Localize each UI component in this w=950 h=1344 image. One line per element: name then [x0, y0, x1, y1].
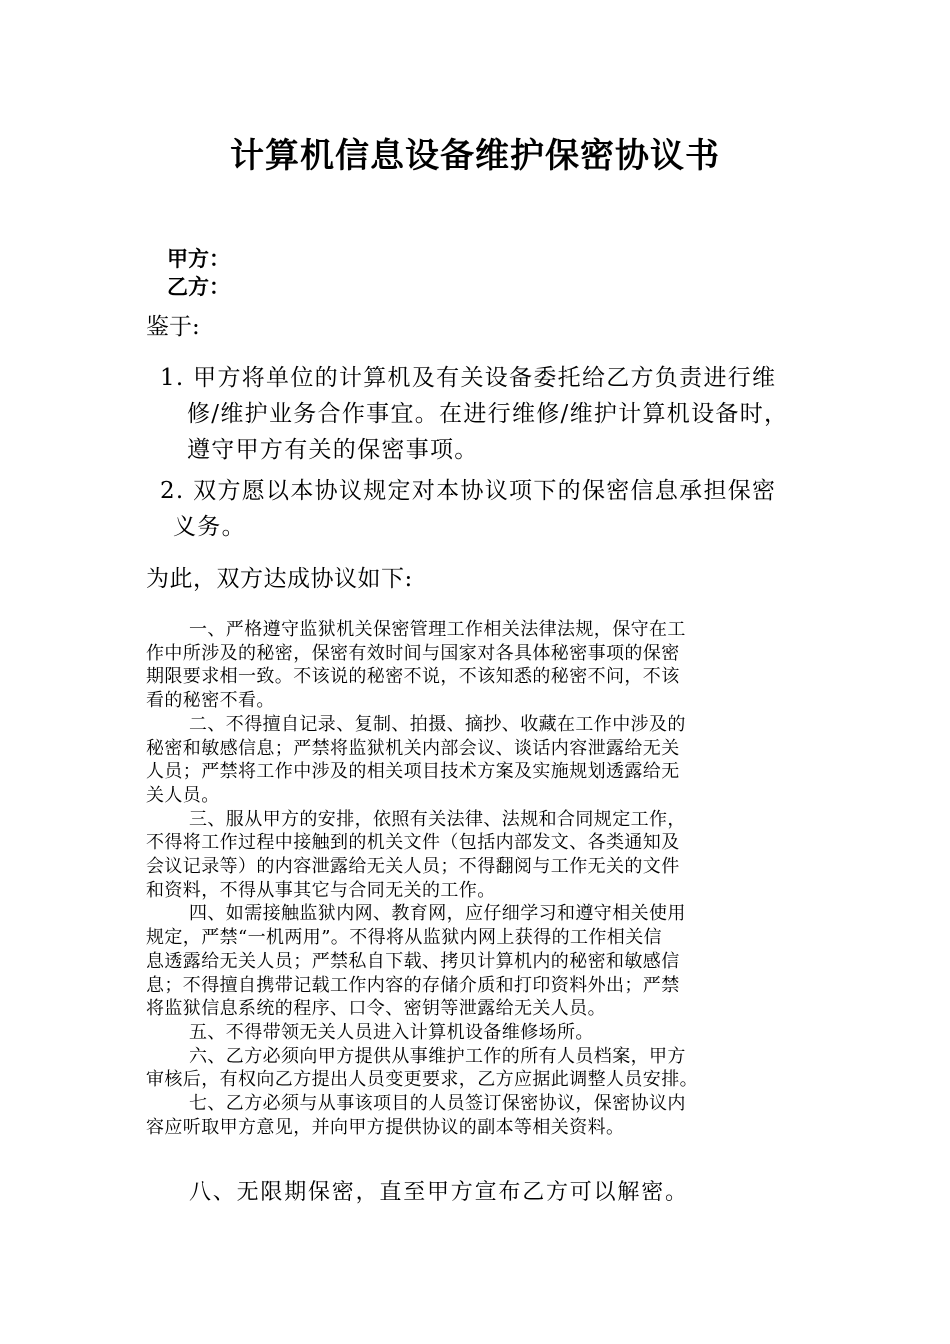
clause-line: 和资料，不得从事其它与合同无关的工作。 [146, 879, 496, 901]
clause-line: 一、严格遵守监狱机关保密管理工作相关法律法规，保守在工 [189, 619, 686, 640]
clause-2 [146, 713, 806, 808]
clause-line: 期限要求相一致。不该说的秘密不说，不该知悉的秘密不问，不该 [146, 666, 680, 688]
clause-5 [146, 1021, 806, 1045]
clause-line: 息透露给无关人员；严禁私自下载、拷贝计算机内的秘密和敏感信 [146, 950, 680, 972]
recital-item-1 [160, 360, 788, 468]
clause-line: 四、如需接触监狱内网、教育网，应仔细学习和遵守相关使用 [189, 903, 686, 925]
whereas-heading: 鉴于: [146, 314, 200, 340]
clause-6 [146, 1045, 806, 1092]
document-title: 计算机信息设备维护保密协议书 [230, 136, 720, 176]
clause-4 [146, 902, 806, 1021]
clause-line: 六、乙方必须向甲方提供从事维护工作的所有人员档案，甲方 [189, 1045, 686, 1067]
clause-line: 规定，严禁“一机两用”。不得将从监狱内网上获得的工作相关信 [146, 927, 663, 949]
clause-line: 看的秘密不看。 [146, 690, 275, 712]
clause-line: 人员；严禁将工作中涉及的相关项目技术方案及实施规划透露给无 [146, 761, 680, 783]
party-b-label: 乙方： [167, 275, 230, 299]
clause-line: 将监狱信息系统的程序、口令、密钥等泄露给无关人员。 [146, 998, 606, 1020]
clause-line: 作中所涉及的秘密，保密有效时间与国家对各具体秘密事项的保密 [146, 642, 680, 664]
clause-line: 秘密和敏感信息；严禁将监狱机关内部会议、谈话内容泄露给无关 [146, 737, 680, 759]
clause-line: 七、乙方必须与从事该项目的人员签订保密协议，保密协议内 [189, 1093, 686, 1115]
final-clause: 八、无限期保密，直至甲方宣布乙方可以解密。 [189, 1180, 689, 1205]
clause-line: 五、不得带领无关人员进入计算机设备维修场所。 [189, 1021, 594, 1043]
recital-line: 修/维护业务合作事宜。在进行维修/维护计算机设备时， [187, 401, 789, 427]
party-a-label: 甲方： [167, 247, 230, 271]
clause-line: 关人员。 [146, 784, 220, 806]
clause-line: 三、服从甲方的安排，依照有关法律、法规和合同规定工作， [189, 808, 686, 830]
clause-line: 审核后，有权向乙方提出人员变更要求，乙方应据此调整人员安排。 [146, 1069, 698, 1091]
recital-line: 1. 甲方将单位的计算机及有关设备委托给乙方负责进行维 [160, 365, 777, 391]
clause-line: 不得将工作过程中接触到的机关文件（包括内部发文、各类通知及 [146, 832, 680, 854]
clause-line: 会议记录等）的内容泄露给无关人员；不得翻阅与工作无关的文件 [146, 856, 680, 878]
clauses-list [146, 618, 806, 1139]
recital-line: 义务。 [173, 514, 246, 540]
clause-7 [146, 1092, 806, 1139]
clause-1 [146, 618, 806, 713]
recital-line: 遵守甲方有关的保密事项。 [187, 437, 479, 463]
recital-item-2 [160, 473, 776, 545]
agreement-intro: 为此，双方达成协议如下: [146, 566, 413, 592]
clause-3 [146, 808, 806, 903]
recital-line: 2. 双方愿以本协议规定对本协议项下的保密信息承担保密 [160, 478, 777, 504]
clause-line: 二、不得擅自记录、复制、拍摄、摘抄、收藏在工作中涉及的 [189, 713, 686, 735]
clause-line: 息；不得擅自携带记载工作内容的存储介质和打印资料外出；严禁 [146, 974, 680, 996]
clause-line: 容应听取甲方意见，并向甲方提供协议的副本等相关资料。 [146, 1116, 625, 1138]
